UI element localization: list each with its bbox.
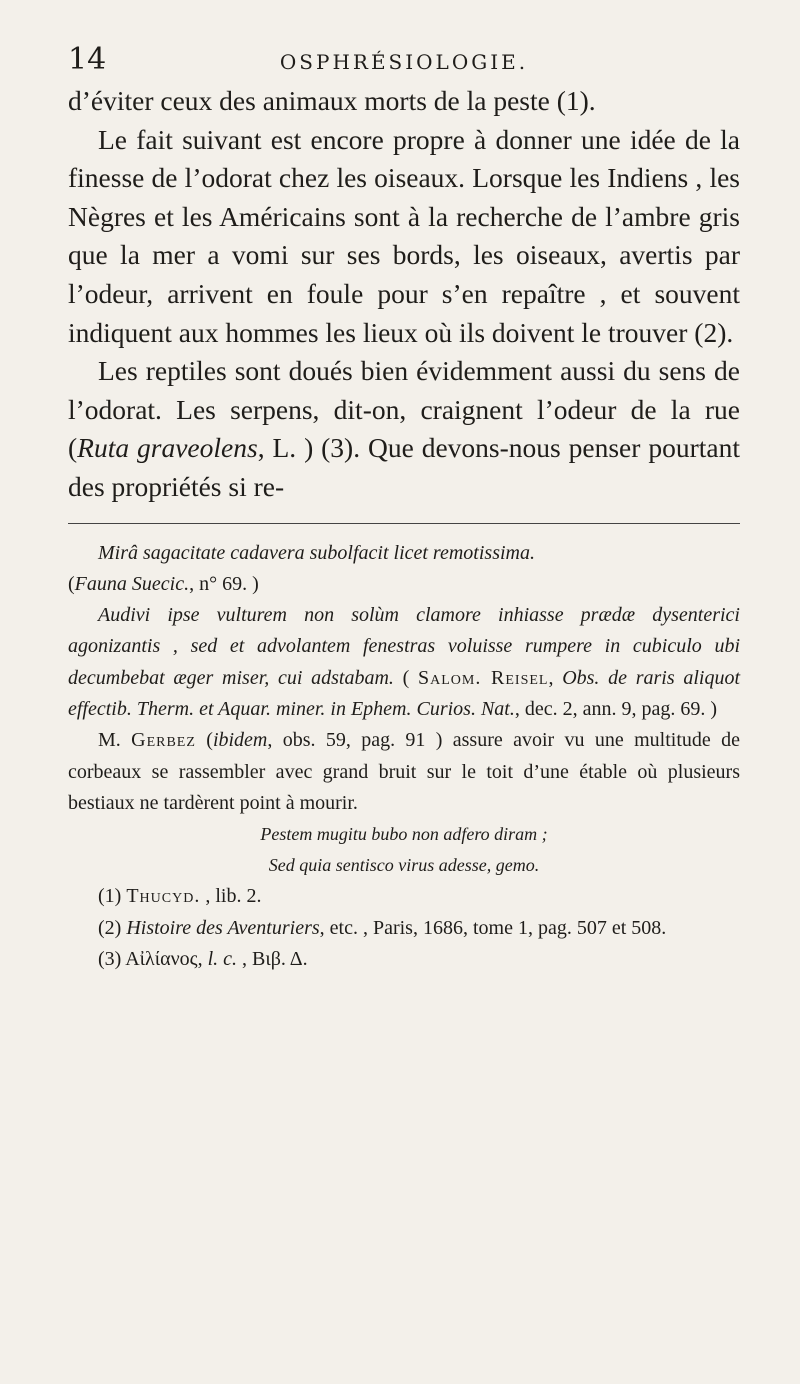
note-gerbez [68, 725, 740, 819]
verse-line-1: Pestem mugitu bubo non adfero diram ; [260, 824, 548, 845]
note-fauna-paren: ( [68, 572, 75, 595]
footnote-divider [68, 523, 740, 524]
footnote-3-sep: , [197, 947, 208, 970]
note-fauna-latin: Mirâ sagacitate cadavera subolfacit licet remotissima. [98, 541, 535, 564]
page-header [68, 40, 740, 82]
footnote-3-italic: l. c. [207, 947, 237, 970]
note-fauna-ref-rest: , n° 69. ) [189, 572, 259, 595]
note-gerbez-ibidem: ibidem [212, 729, 268, 752]
footnote-1-rest: , lib. 2. [200, 885, 262, 908]
book-page [68, 40, 740, 975]
footnote-1 [68, 881, 740, 912]
species-name: Ruta graveolens [77, 432, 258, 464]
footnote-3-greek: Αἰλίανος [125, 947, 198, 970]
note-fauna-ref: Fauna Suecic. [74, 572, 190, 595]
note-vulture-paren: ( [393, 666, 418, 689]
note-vulture [68, 600, 740, 725]
footnote-1-author: Thucyd. [126, 885, 201, 908]
paragraph-reptiles-part-a: Les reptiles sont doués bien évidemment aussi du sens de l’odorat. Les serpens, dit-on, craignent l’odeur de la rue ( [68, 355, 740, 464]
footnote-1-number: (1) [98, 885, 127, 908]
note-gerbez-author: Gerbez [131, 729, 196, 752]
page-number: 14 [68, 42, 107, 77]
note-fauna [68, 538, 740, 601]
note-vulture-comma: , [548, 666, 563, 689]
footnote-2 [68, 913, 740, 944]
footnote-3-number: (3) [98, 947, 126, 970]
paragraph-reptiles-part-b: , L. ) (3). Que devons-nous penser pourtant des propriétés si re- [68, 432, 740, 502]
note-vulture-source: Obs. de raris aliquot effectib. Therm. et Aquar. miner. in Ephem. Curios. Nat. [68, 666, 741, 721]
note-vulture-latin: Audivi ipse vulturem non solùm clamore inhiasse prædæ dysenterici agonizantis , sed et advolantem fenestras voluisse rumpere in cubiculo ubi decumbebat æger miser, cui adstabam. [68, 604, 740, 689]
note-gerbez-paren: ( [195, 729, 213, 752]
note-gerbez-rest: , obs. 59, pag. 91 ) assure avoir vu une multitude de corbeaux se rassembler avec grand bruit sur le toit d’une étable où plusieurs bestiaux ne tardèrent point à mourir. [68, 729, 740, 814]
paragraph-reptiles [68, 352, 740, 506]
verse-line-2: Sed quia sentisco virus adesse, gemo. [268, 855, 540, 876]
note-vulture-author: Salom. Reisel [417, 666, 549, 689]
footnote-2-title: Histoire des Aventuriers [126, 916, 320, 939]
note-vulture-rest: , dec. 2, ann. 9, pag. 69. ) [514, 698, 718, 721]
paragraph-birds: Le fait suivant est encore propre à donner une idée de la finesse de l’odorat chez les oiseaux. Lorsque les Indiens , les Nègres et les Américains sont à la recherche de l’ambre gris que la mer a vomi sur ses bords, les oiseaux, avertis par l’odeur, arrivent en foule pour s’en repaître , et souvent indiquent aux hommes les lieux où ils doivent le trouver (2). [68, 123, 740, 348]
footnote-3 [68, 944, 740, 975]
footnote-3-rest: , Βιβ. Δ. [237, 947, 308, 970]
note-gerbez-prefix: M. [98, 729, 132, 752]
footnotes [68, 538, 740, 976]
footnote-2-number: (2) [98, 916, 127, 939]
footnote-2-rest: , etc. , Paris, 1686, tome 1, pag. 507 et 508. [319, 916, 667, 939]
running-title: OSPHRÉSIOLOGIE. [279, 50, 529, 74]
paragraph-continuation: d’éviter ceux des animaux morts de la peste (1). [68, 85, 596, 116]
main-text [68, 82, 740, 507]
